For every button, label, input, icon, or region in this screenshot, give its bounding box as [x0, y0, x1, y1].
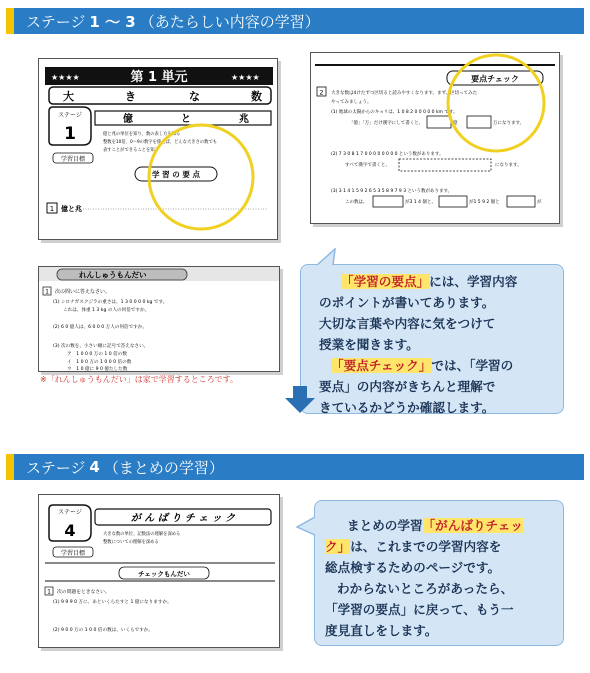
goal-line: 表すことができることを知る — [103, 148, 159, 153]
ganbari-check-graphic — [39, 495, 279, 647]
banner-accent — [6, 454, 14, 480]
check-problems-title: チェックもんだい — [138, 570, 190, 578]
question-line: 次の問いに答えなさい。 — [55, 289, 111, 295]
question-line: 万になります。 — [493, 121, 525, 126]
textbook-page-graphic — [39, 59, 277, 239]
bubble-line: 大切な言葉や内容に気をつけて — [319, 316, 496, 331]
question-line: (1) シロナガスクジラの重さは、1 3 0 0 0 0 kg です。 — [53, 300, 168, 305]
highlight-ring — [448, 55, 544, 151]
answer-box — [399, 159, 491, 171]
question-line: これは、体重 1 3 kg の人の何倍ですか。 — [63, 308, 150, 313]
explanation-bubble-1 — [300, 264, 564, 414]
section-banner-2 — [6, 454, 584, 480]
question-line: (1) 地球の太陽からのキョリは、1 0 8 2 0 0 0 0 0 km です。 — [331, 110, 458, 115]
bubble-text: は、これまでの学習内容を — [350, 539, 502, 554]
highlight-yoten-check: 「要点チェック」 — [331, 358, 432, 373]
question-line: が1 5 9 2 個と — [469, 200, 500, 205]
row-text: 億と兆 — [61, 205, 82, 213]
ganbari-check-card — [38, 494, 280, 648]
check-tag: 要点チェック — [471, 74, 519, 84]
answer-box — [467, 116, 491, 128]
row-number: 1 — [49, 205, 55, 213]
question-line: (1) 9 9 9 0 万に、あといくらたすと 1 億になりますか。 — [53, 600, 172, 605]
question-line: が3 1 4 個と、 — [405, 200, 436, 205]
question-line: (2) 7 3 0 8 1 7 0 0 0 0 0 0 0 0 という数があります。 — [331, 152, 444, 157]
answer-box — [507, 196, 535, 207]
goal-line: 億と兆の単位を知り、数の表し方を知る — [103, 132, 181, 137]
bubble-text: には、学習内容 — [429, 274, 518, 289]
lesson-title-char: 兆 — [239, 114, 249, 125]
unit-title-char: き — [125, 90, 136, 103]
banner-title-post: （あたらしい内容の学習） — [139, 12, 320, 31]
highlight-yoten: 「学習の要点」 — [341, 274, 430, 289]
practice-page-graphic — [39, 267, 279, 371]
question-line: 「億」「万」だけ漢字にして書くと、 — [349, 121, 424, 126]
textbook-page-card — [38, 58, 278, 240]
highlight-ganbari: ク」 — [325, 539, 351, 554]
goal-line: 整数についての理解を深める — [103, 540, 159, 545]
bubble-line — [325, 515, 555, 536]
bubble-line: きているかどうか確認します。 — [319, 400, 495, 415]
banner-title-num: 4 — [89, 458, 100, 476]
stars-left: ★★★★ — [51, 73, 80, 82]
practice-title: れんしゅうもんだい — [79, 270, 147, 280]
banner-title-pre: ステージ — [26, 12, 86, 31]
goal-label: 学習目標 — [60, 550, 86, 557]
goal-line: 大きな数の単位、記数法の理解を深める — [103, 532, 181, 537]
unit-title-box — [49, 87, 271, 104]
answer-box — [439, 196, 467, 207]
homework-note: ※「れんしゅうもんだい」は家で学習するところです。 — [40, 375, 238, 384]
stage-badge-label: ステージ — [58, 509, 82, 516]
bubble-line: わからないところがあったら、 — [337, 581, 514, 596]
bubble-line: 総点検するためのページです。 — [325, 560, 501, 575]
bubble-line: 授業を聞きます。 — [319, 337, 419, 352]
question-line: すべて漢字で書くと、 — [345, 163, 390, 168]
practice-page-card — [38, 266, 280, 372]
question-line: やってみましょう。 — [331, 100, 372, 105]
question-line: になります。 — [495, 163, 522, 168]
banner-title-post: （まとめの学習） — [103, 458, 224, 477]
bubble-line: 度見直しをします。 — [325, 623, 438, 638]
answer-box — [427, 116, 451, 128]
question-line: ウ 1 0 億に 9 0 億たした数 — [67, 367, 128, 371]
stage-badge-label: ステージ — [58, 112, 82, 119]
question-number: 1 — [47, 588, 51, 596]
question-line: (2) 6 0 億人は、6 0 0 0 万人の何倍ですか。 — [53, 325, 147, 330]
bubble-line: 要点」の内容がきちんと理解で — [319, 379, 496, 394]
goal-label: 学習目標 — [60, 156, 86, 163]
question-line: (3) 次の数を、小さい順に記号で答えなさい。 — [53, 344, 149, 349]
yoten-label: 学 習 の 要 点 — [152, 170, 200, 179]
question-line: ア 1 0 0 0 万の 1 0 倍の数 — [67, 352, 127, 357]
question-line: 大きな数は4けたずつ区切ると読みやすくなります。まず、区切ってみた — [331, 91, 478, 96]
bubble-line: 「学習の要点」に戻って、もう一 — [325, 602, 514, 617]
bubble-line — [319, 355, 553, 376]
unit-header: 第 1 単元 — [130, 70, 188, 85]
ganbari-title: が ん ば り チ ェ ッ ク — [130, 513, 236, 524]
bubble-line — [325, 536, 555, 557]
yoten-check-graphic — [311, 53, 559, 223]
down-arrow-icon — [284, 386, 316, 414]
question-line: この数は、 — [345, 200, 368, 205]
question-line: イ 1 0 0 万の 1 0 0 0 倍の数 — [67, 360, 132, 365]
question-line: (2) 9 0 0 万の 1 0 0 倍の数は、いくらですか。 — [53, 628, 153, 633]
stage-badge-number: 1 — [64, 124, 76, 144]
banner-accent — [6, 8, 14, 34]
unit-title-char: な — [189, 90, 200, 103]
banner-title-num: 1 ～ 3 — [89, 12, 136, 31]
stage-badge-number: 4 — [64, 521, 76, 540]
section-banner-1 — [6, 8, 584, 34]
bubble-text: まとめの学習 — [347, 518, 423, 533]
question-line: 次の問題をときなさい。 — [57, 590, 110, 595]
bubble-tail — [296, 515, 316, 537]
stars-right: ★★★★ — [231, 73, 260, 82]
unit-title-char: 大 — [63, 90, 74, 103]
question-number: 2 — [319, 88, 324, 97]
highlight-ganbari: 「がんばりチェッ — [422, 518, 523, 533]
yoten-check-card — [310, 52, 560, 224]
lesson-title-char: 億 — [123, 114, 133, 125]
bubble-line — [319, 271, 553, 292]
question-line: 億 — [453, 121, 458, 126]
bubble-text: では、「学習の — [431, 358, 514, 373]
explanation-bubble-2 — [314, 500, 564, 646]
question-line: が — [537, 200, 542, 205]
goal-line: 整数を10倍、0～9の数字を使えば、どんな大きさの数でも — [103, 140, 218, 145]
question-line: (3) 3 1 4 1 5 9 2 6 5 3 5 8 9 7 9 3 という数があります。 — [331, 189, 453, 194]
bubble-line: のポイントが書いてあります。 — [319, 295, 495, 310]
bubble-tail — [315, 248, 339, 266]
lesson-title-char: と — [181, 114, 191, 125]
answer-box — [373, 196, 403, 207]
question-number: 1 — [45, 288, 49, 296]
unit-title-char: 数 — [251, 90, 262, 103]
banner-title-pre: ステージ — [26, 458, 86, 477]
